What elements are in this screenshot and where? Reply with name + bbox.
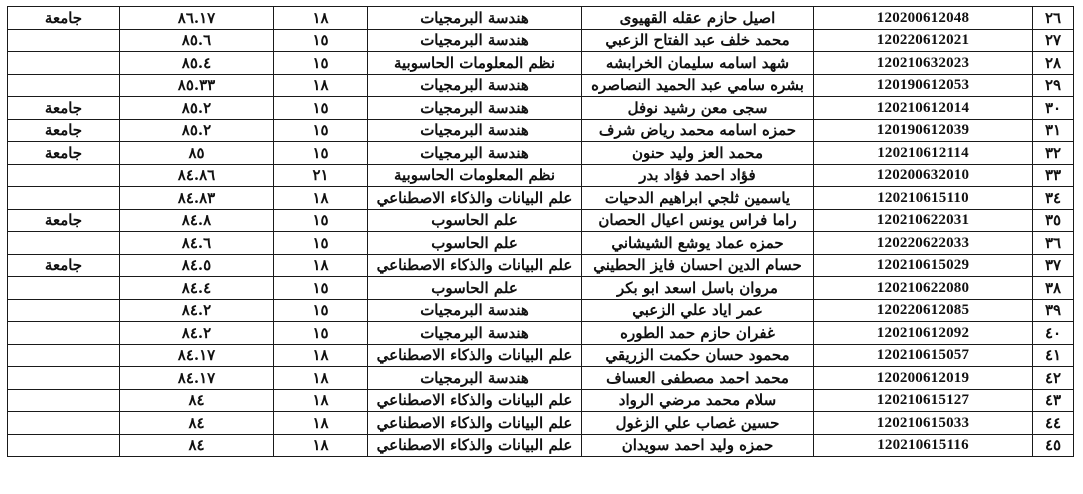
average-cell: ٨٥.٤ bbox=[120, 52, 274, 75]
average-cell: ٨٤.٨٣ bbox=[120, 187, 274, 210]
major-cell: نظم المعلومات الحاسوبية bbox=[368, 52, 582, 75]
average-cell: ٨٤.٤ bbox=[120, 277, 274, 300]
student-name-cell: حسام الدين احسان فايز الحطيني bbox=[582, 254, 814, 277]
credit-hours-cell: ١٨ bbox=[274, 7, 368, 30]
table-row bbox=[8, 322, 1074, 345]
student-name-cell: محمد احمد مصطفى العساف bbox=[582, 367, 814, 390]
row-number-cell: ٣٩ bbox=[1033, 299, 1074, 322]
student-id-cell: 120210615029 bbox=[814, 254, 1033, 277]
credit-hours-cell: ١٥ bbox=[274, 322, 368, 345]
note-cell bbox=[8, 367, 120, 390]
table-row bbox=[8, 164, 1074, 187]
note-cell bbox=[8, 74, 120, 97]
student-name-cell: بشره سامي عبد الحميد النصاصره bbox=[582, 74, 814, 97]
major-cell: نظم المعلومات الحاسوبية bbox=[368, 164, 582, 187]
average-cell: ٨٤.١٧ bbox=[120, 344, 274, 367]
credit-hours-cell: ١٥ bbox=[274, 209, 368, 232]
student-id-cell: 120200612048 bbox=[814, 7, 1033, 30]
student-name-cell: سلام محمد مرضي الرواد bbox=[582, 389, 814, 412]
credit-hours-cell: ١٥ bbox=[274, 299, 368, 322]
major-cell: علم البيانات والذكاء الاصطناعي bbox=[368, 412, 582, 435]
row-number-cell: ٣٤ bbox=[1033, 187, 1074, 210]
major-cell: هندسة البرمجيات bbox=[368, 97, 582, 120]
table-row bbox=[8, 434, 1074, 457]
credit-hours-cell: ١٨ bbox=[274, 412, 368, 435]
note-cell bbox=[8, 29, 120, 52]
credit-hours-cell: ١٥ bbox=[274, 277, 368, 300]
table-row bbox=[8, 209, 1074, 232]
major-cell: هندسة البرمجيات bbox=[368, 74, 582, 97]
major-cell: هندسة البرمجيات bbox=[368, 119, 582, 142]
note-cell bbox=[8, 232, 120, 255]
average-cell: ٨٤.٢ bbox=[120, 299, 274, 322]
row-number-cell: ٣١ bbox=[1033, 119, 1074, 142]
credit-hours-cell: ١٨ bbox=[274, 254, 368, 277]
row-number-cell: ٣٠ bbox=[1033, 97, 1074, 120]
table-row bbox=[8, 29, 1074, 52]
average-cell: ٨٤.٥ bbox=[120, 254, 274, 277]
table-row bbox=[8, 367, 1074, 390]
students-table bbox=[7, 6, 1074, 457]
table-row bbox=[8, 277, 1074, 300]
student-name-cell: محمد العز وليد حنون bbox=[582, 142, 814, 165]
note-cell bbox=[8, 322, 120, 345]
student-name-cell: حمزه عماد يوشع الشيشاني bbox=[582, 232, 814, 255]
student-id-cell: 120210615127 bbox=[814, 389, 1033, 412]
table-row bbox=[8, 254, 1074, 277]
table-row bbox=[8, 74, 1074, 97]
student-id-cell: 120210612014 bbox=[814, 97, 1033, 120]
note-cell bbox=[8, 412, 120, 435]
table-row bbox=[8, 187, 1074, 210]
table-row bbox=[8, 299, 1074, 322]
student-name-cell: محمد خلف عبد الفتاح الزعبي bbox=[582, 29, 814, 52]
note-cell bbox=[8, 389, 120, 412]
row-number-cell: ٢٨ bbox=[1033, 52, 1074, 75]
major-cell: علم الحاسوب bbox=[368, 209, 582, 232]
note-cell bbox=[8, 52, 120, 75]
note-cell: جامعة bbox=[8, 97, 120, 120]
table-row bbox=[8, 344, 1074, 367]
note-cell bbox=[8, 277, 120, 300]
average-cell: ٨٥.٢ bbox=[120, 119, 274, 142]
average-cell: ٨٤ bbox=[120, 389, 274, 412]
row-number-cell: ٢٦ bbox=[1033, 7, 1074, 30]
row-number-cell: ٤٠ bbox=[1033, 322, 1074, 345]
average-cell: ٨٥.٢ bbox=[120, 97, 274, 120]
major-cell: علم الحاسوب bbox=[368, 232, 582, 255]
average-cell: ٨٤.١٧ bbox=[120, 367, 274, 390]
average-cell: ٨٤.٨ bbox=[120, 209, 274, 232]
major-cell: هندسة البرمجيات bbox=[368, 299, 582, 322]
student-id-cell: 120210615110 bbox=[814, 187, 1033, 210]
major-cell: علم الحاسوب bbox=[368, 277, 582, 300]
average-cell: ٨٥ bbox=[120, 142, 274, 165]
student-id-cell: 120200612019 bbox=[814, 367, 1033, 390]
major-cell: علم البيانات والذكاء الاصطناعي bbox=[368, 389, 582, 412]
average-cell: ٨٤.٨٦ bbox=[120, 164, 274, 187]
student-name-cell: حمزه وليد احمد سويدان bbox=[582, 434, 814, 457]
row-number-cell: ٢٩ bbox=[1033, 74, 1074, 97]
table-row bbox=[8, 232, 1074, 255]
average-cell: ٨٤ bbox=[120, 434, 274, 457]
major-cell: هندسة البرمجيات bbox=[368, 29, 582, 52]
student-name-cell: محمود حسان حكمت الزريقي bbox=[582, 344, 814, 367]
student-id-cell: 120210612114 bbox=[814, 142, 1033, 165]
average-cell: ٨٤ bbox=[120, 412, 274, 435]
credit-hours-cell: ١٨ bbox=[274, 74, 368, 97]
table-row bbox=[8, 52, 1074, 75]
note-cell: جامعة bbox=[8, 254, 120, 277]
row-number-cell: ٣٧ bbox=[1033, 254, 1074, 277]
student-name-cell: راما فراس يونس اعيال الحصان bbox=[582, 209, 814, 232]
note-cell: جامعة bbox=[8, 142, 120, 165]
credit-hours-cell: ١٥ bbox=[274, 29, 368, 52]
student-id-cell: 120210622080 bbox=[814, 277, 1033, 300]
credit-hours-cell: ١٥ bbox=[274, 142, 368, 165]
student-id-cell: 120210612092 bbox=[814, 322, 1033, 345]
credit-hours-cell: ١٥ bbox=[274, 119, 368, 142]
average-cell: ٨٦.١٧ bbox=[120, 7, 274, 30]
major-cell: هندسة البرمجيات bbox=[368, 322, 582, 345]
row-number-cell: ٤٤ bbox=[1033, 412, 1074, 435]
row-number-cell: ٤٣ bbox=[1033, 389, 1074, 412]
major-cell: علم البيانات والذكاء الاصطناعي bbox=[368, 187, 582, 210]
student-name-cell: ياسمين ثلجي ابراهيم الدحيات bbox=[582, 187, 814, 210]
credit-hours-cell: ١٨ bbox=[274, 434, 368, 457]
row-number-cell: ٣٨ bbox=[1033, 277, 1074, 300]
major-cell: هندسة البرمجيات bbox=[368, 7, 582, 30]
student-name-cell: عمر اياد علي الزعبي bbox=[582, 299, 814, 322]
note-cell bbox=[8, 299, 120, 322]
table-row bbox=[8, 412, 1074, 435]
row-number-cell: ٣٣ bbox=[1033, 164, 1074, 187]
student-name-cell: حمزه اسامه محمد رياض شرف bbox=[582, 119, 814, 142]
average-cell: ٨٤.٢ bbox=[120, 322, 274, 345]
major-cell: علم البيانات والذكاء الاصطناعي bbox=[368, 254, 582, 277]
student-name-cell: اصيل حازم عقله القهيوى bbox=[582, 7, 814, 30]
row-number-cell: ٣٥ bbox=[1033, 209, 1074, 232]
student-id-cell: 120220622033 bbox=[814, 232, 1033, 255]
table-row bbox=[8, 142, 1074, 165]
average-cell: ٨٥.٦ bbox=[120, 29, 274, 52]
student-id-cell: 120220612021 bbox=[814, 29, 1033, 52]
table-row bbox=[8, 119, 1074, 142]
credit-hours-cell: ١٨ bbox=[274, 367, 368, 390]
student-id-cell: 120210615057 bbox=[814, 344, 1033, 367]
student-name-cell: غفران حازم حمد الطوره bbox=[582, 322, 814, 345]
student-id-cell: 120220612085 bbox=[814, 299, 1033, 322]
average-cell: ٨٥.٣٣ bbox=[120, 74, 274, 97]
note-cell bbox=[8, 187, 120, 210]
credit-hours-cell: ١٨ bbox=[274, 344, 368, 367]
row-number-cell: ٤١ bbox=[1033, 344, 1074, 367]
major-cell: هندسة البرمجيات bbox=[368, 142, 582, 165]
row-number-cell: ٤٥ bbox=[1033, 434, 1074, 457]
table-row bbox=[8, 7, 1074, 30]
note-cell bbox=[8, 344, 120, 367]
credit-hours-cell: ١٥ bbox=[274, 97, 368, 120]
student-name-cell: فؤاد احمد فؤاد بدر bbox=[582, 164, 814, 187]
student-name-cell: شهد اسامه سليمان الخرابشه bbox=[582, 52, 814, 75]
note-cell: جامعة bbox=[8, 119, 120, 142]
student-id-cell: 120200632010 bbox=[814, 164, 1033, 187]
student-name-cell: سجى معن رشيد نوفل bbox=[582, 97, 814, 120]
row-number-cell: ٣٢ bbox=[1033, 142, 1074, 165]
average-cell: ٨٤.٦ bbox=[120, 232, 274, 255]
student-id-cell: 120210622031 bbox=[814, 209, 1033, 232]
note-cell: جامعة bbox=[8, 7, 120, 30]
credit-hours-cell: ١٥ bbox=[274, 52, 368, 75]
note-cell: جامعة bbox=[8, 209, 120, 232]
credit-hours-cell: ١٨ bbox=[274, 389, 368, 412]
major-cell: علم البيانات والذكاء الاصطناعي bbox=[368, 434, 582, 457]
student-id-cell: 120210615116 bbox=[814, 434, 1033, 457]
row-number-cell: ٣٦ bbox=[1033, 232, 1074, 255]
students-table-body bbox=[8, 7, 1074, 457]
note-cell bbox=[8, 164, 120, 187]
student-name-cell: حسين غصاب علي الزغول bbox=[582, 412, 814, 435]
student-id-cell: 120190612053 bbox=[814, 74, 1033, 97]
table-row bbox=[8, 389, 1074, 412]
row-number-cell: ٢٧ bbox=[1033, 29, 1074, 52]
student-name-cell: مروان باسل اسعد ابو بكر bbox=[582, 277, 814, 300]
student-id-cell: 120210615033 bbox=[814, 412, 1033, 435]
major-cell: علم البيانات والذكاء الاصطناعي bbox=[368, 344, 582, 367]
student-id-cell: 120210632023 bbox=[814, 52, 1033, 75]
note-cell bbox=[8, 434, 120, 457]
table-row bbox=[8, 97, 1074, 120]
row-number-cell: ٤٢ bbox=[1033, 367, 1074, 390]
credit-hours-cell: ١٨ bbox=[274, 187, 368, 210]
credit-hours-cell: ٢١ bbox=[274, 164, 368, 187]
student-id-cell: 120190612039 bbox=[814, 119, 1033, 142]
major-cell: هندسة البرمجيات bbox=[368, 367, 582, 390]
credit-hours-cell: ١٥ bbox=[274, 232, 368, 255]
